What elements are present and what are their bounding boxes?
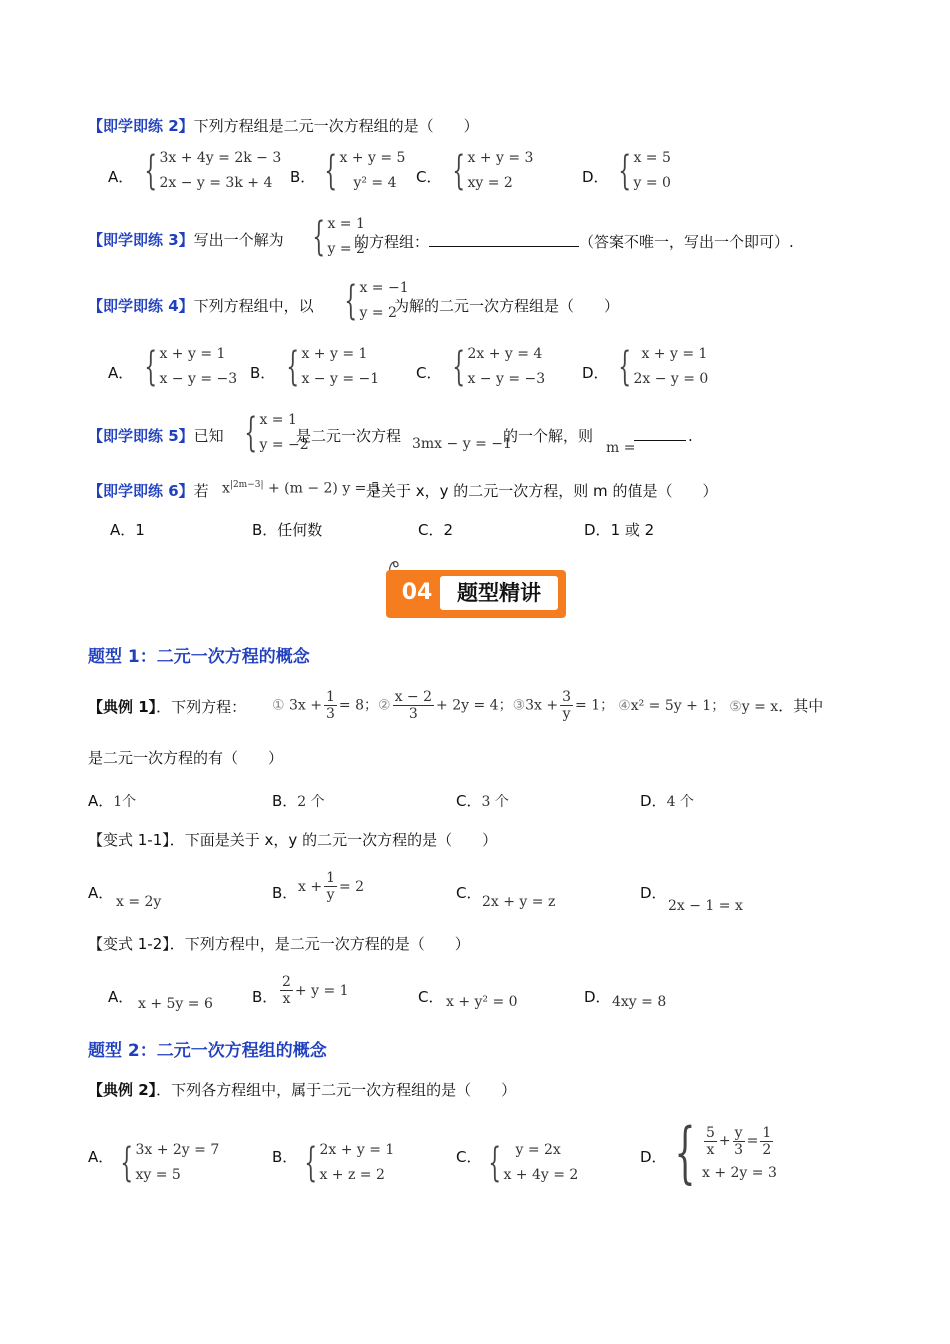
- equation-part: + 2y = 4: [436, 697, 499, 713]
- practice2-option-c-label[interactable]: C．: [416, 168, 442, 186]
- practice4-line: [88, 296, 314, 316]
- variant1-1-option-a-text: x = 2y: [116, 894, 162, 910]
- equation-row: x + y = 1: [641, 346, 708, 362]
- practice5-var: m =: [606, 440, 636, 456]
- circled-number: ⑤: [729, 698, 742, 715]
- equation-item: [513, 689, 615, 722]
- option-label: D．: [584, 521, 611, 539]
- example1-line2: 是二元一次方程的有（ ）: [88, 749, 284, 767]
- practice4-option-b-label[interactable]: B．: [250, 364, 276, 382]
- option-text: 2 个: [297, 794, 325, 810]
- fraction: [324, 870, 337, 903]
- practice6-option-a[interactable]: [110, 519, 145, 540]
- practice6-pre: 若: [193, 482, 209, 500]
- equation-part: = 1: [575, 697, 601, 713]
- equation-part: + y = 1: [294, 982, 349, 999]
- example1-option-a[interactable]: [88, 790, 136, 811]
- practice2-option-b-label[interactable]: B．: [290, 168, 316, 186]
- answer-blank[interactable]: [429, 230, 579, 247]
- example2-question: ．下列各方程组中，属于二元一次方程组的是（ ）: [156, 1081, 517, 1099]
- equation-row: x = −1: [359, 280, 409, 296]
- equation-part: y = x: [741, 698, 779, 715]
- equation-row: x = 1: [259, 412, 297, 428]
- practice4-option-d-system: [612, 342, 708, 392]
- practice2-option-d-system: [612, 146, 671, 196]
- variant1-2-question: ．下列方程中，是二元一次方程的是（ ）: [169, 935, 470, 953]
- circled-number: ③: [512, 697, 526, 713]
- separator: ；: [711, 698, 726, 714]
- example2-tag: 【典例 2】: [88, 1081, 157, 1099]
- option-text: 1 或 2: [610, 521, 655, 539]
- left-brace-icon: {: [618, 148, 632, 194]
- denominator: x: [706, 1141, 715, 1158]
- practice5-end: .: [688, 427, 693, 445]
- option-text: 3 个: [481, 794, 509, 810]
- example2-option-d-label[interactable]: D．: [640, 1148, 667, 1166]
- separator: ．其中: [778, 696, 824, 715]
- system-rows: [702, 1121, 777, 1185]
- equation-row: y = −2: [259, 437, 309, 453]
- practice6-tag: 【即学即练 6】: [88, 482, 194, 500]
- variant1-2-option-c-text: x + y² = 0: [446, 994, 518, 1010]
- left-brace-icon: {: [304, 1140, 318, 1186]
- circled-number: ①: [272, 697, 285, 713]
- option-text: 1个: [113, 794, 137, 810]
- numerator: 2: [282, 974, 291, 990]
- practice3-mid: 的方程组：: [354, 233, 430, 251]
- variant1-1-tag: 【变式 1-1】: [88, 831, 170, 849]
- option-label: B．: [252, 521, 278, 539]
- equation-row: x + 4y = 2: [503, 1167, 579, 1183]
- option-label: C．: [418, 521, 444, 539]
- variant1-1-option-b-label[interactable]: B．: [272, 884, 298, 902]
- practice3-tag: 【即学即练 3】: [88, 231, 194, 249]
- practice6-post: 是关于 x，y 的二元一次方程，则 m 的值是（ ）: [366, 482, 718, 500]
- example1-tag: 【典例 1】: [88, 698, 157, 716]
- equation-part: x² = 5y + 1: [630, 698, 712, 714]
- practice5-tag: 【即学即练 5】: [88, 427, 194, 445]
- fraction: [324, 689, 337, 722]
- variant1-2-option-d-label[interactable]: D．: [584, 988, 611, 1006]
- fraction: [760, 1125, 773, 1158]
- numerator: 3: [562, 688, 572, 705]
- numerator: y: [734, 1124, 743, 1141]
- denominator: 2: [762, 1141, 772, 1158]
- variant1-1-option-d-text: 2x − 1 = x: [668, 898, 743, 914]
- example2-option-a-system: [114, 1138, 219, 1188]
- practice3-post: （答案不唯一，写出一个即可）.: [579, 233, 794, 251]
- equation-item: [729, 695, 823, 716]
- circled-number: ②: [378, 697, 391, 713]
- variant1-1-question: ．下面是关于 x，y 的二元一次方程的是（ ）: [169, 831, 498, 849]
- equation-row: y = 2: [327, 241, 365, 257]
- variant1-2-option-a-label[interactable]: A．: [108, 988, 134, 1006]
- separator: ；: [498, 697, 513, 713]
- example2-option-a-label[interactable]: A．: [88, 1148, 114, 1166]
- option-label: A．: [110, 521, 136, 539]
- left-brace-icon: {: [120, 1140, 134, 1186]
- equation-row: x + z = 2: [319, 1167, 385, 1183]
- equation-row: 2x − y = 3k + 4: [159, 175, 273, 191]
- equation-part: 3x +: [289, 697, 322, 713]
- equation-row: x + y = 1: [159, 346, 226, 362]
- example1-tag-line: [88, 697, 246, 717]
- example1-option-c[interactable]: [456, 790, 509, 811]
- practice4-option-c-system: [446, 342, 545, 392]
- variant1-2-option-d-text: 4xy = 8: [612, 994, 667, 1010]
- equation-rest: + (m − 2) y = 5: [267, 480, 380, 497]
- example2-option-b-system: [298, 1138, 394, 1188]
- practice5-post: 的一个解，则: [503, 427, 594, 445]
- practice3-line: [88, 230, 284, 250]
- practice5-mid: 是二元一次方程: [296, 427, 402, 445]
- equation-part: x +: [298, 878, 323, 895]
- banner-label: 题型精讲: [440, 576, 558, 610]
- equation-row: x + y = 1: [301, 346, 368, 362]
- numerator: 1: [326, 688, 335, 705]
- practice2-option-d-label[interactable]: D．: [582, 168, 609, 186]
- left-brace-icon: {: [312, 214, 326, 260]
- separator: ；: [600, 697, 615, 713]
- option-label: C．: [456, 792, 482, 810]
- practice3-tail: [354, 230, 794, 252]
- answer-blank[interactable]: [634, 424, 686, 441]
- equation-row: 2x + y = 4: [467, 346, 543, 362]
- variant1-1-option-c-label[interactable]: C．: [456, 884, 482, 902]
- practice6-line: [88, 481, 209, 501]
- circled-number: ④: [618, 698, 631, 714]
- denominator: y: [326, 887, 335, 903]
- numerator: 1: [326, 870, 335, 886]
- variant1-1-option-c-text: 2x + y = z: [482, 894, 556, 910]
- fraction: [704, 1125, 717, 1158]
- equation-row: [702, 1121, 777, 1161]
- practice2-option-a-label[interactable]: A．: [108, 168, 134, 186]
- option-text: 1: [135, 521, 145, 539]
- example1-equations: [272, 684, 823, 726]
- variant1-1-option-a-label[interactable]: A．: [88, 884, 114, 902]
- variant1-1-option-d-label[interactable]: D．: [640, 884, 667, 902]
- practice2-tag: 【即学即练 2】: [88, 117, 194, 135]
- option-label: A．: [88, 792, 114, 810]
- variant1-1-line: [88, 830, 497, 850]
- option-label: B．: [272, 792, 298, 810]
- equation-row: y² = 4: [353, 175, 397, 191]
- variant1-2-option-b-label[interactable]: B．: [252, 988, 278, 1006]
- equation-row: x = 5: [633, 150, 671, 166]
- practice4-pre: 下列方程组中，以: [193, 297, 314, 315]
- left-brace-icon: {: [674, 1114, 696, 1191]
- left-brace-icon: {: [488, 1140, 502, 1186]
- operator: +: [718, 1133, 731, 1149]
- practice4-option-a-system: [138, 342, 237, 392]
- numerator: x − 2: [394, 688, 433, 705]
- section-banner: [386, 568, 568, 620]
- equation-part: = 2: [339, 878, 365, 895]
- denominator: 3: [408, 705, 418, 722]
- practice6-equation: [222, 480, 380, 497]
- equation-row: 2x − y = 0: [633, 371, 709, 387]
- fraction: [393, 689, 434, 722]
- fraction: [560, 689, 573, 722]
- equation-row: x + y = 3: [467, 150, 534, 166]
- equation-row: x − y = −3: [467, 371, 546, 387]
- separator: ；: [364, 697, 379, 713]
- example2-option-c-system: [482, 1138, 578, 1188]
- equation-exponent: |2m−3|: [229, 480, 264, 490]
- practice6-option-c[interactable]: [418, 519, 453, 540]
- practice4-option-a-label[interactable]: A．: [108, 364, 134, 382]
- left-brace-icon: {: [452, 148, 466, 194]
- equation-row: x = 1: [327, 216, 365, 232]
- equation-part: = 8: [338, 697, 365, 713]
- left-brace-icon: {: [452, 344, 466, 390]
- variant1-1-option-b-text: [298, 870, 364, 903]
- example2-option-d-system: [664, 1114, 777, 1191]
- practice2-question-line: [88, 116, 479, 136]
- equation-row: x − y = −1: [301, 371, 380, 387]
- practice4-option-c-label[interactable]: C．: [416, 364, 442, 382]
- variant1-2-option-a-text: x + 5y = 6: [138, 996, 213, 1012]
- practice2-option-c-system: [446, 146, 533, 196]
- equation-row: xy = 2: [467, 175, 513, 191]
- equation-row: y = 0: [633, 175, 671, 191]
- practice6-option-d[interactable]: [584, 519, 654, 540]
- equation-part: 3x +: [525, 697, 559, 713]
- equation-item: [618, 695, 725, 715]
- numerator: 1: [762, 1124, 772, 1141]
- practice5-pre: 已知: [193, 427, 224, 445]
- type2-heading: 题型 2：二元一次方程组的概念: [88, 1041, 327, 1061]
- variant1-2-option-c-label[interactable]: C．: [418, 988, 444, 1006]
- equation-row: x + y = 5: [339, 150, 406, 166]
- fraction: [733, 1125, 745, 1158]
- example1-option-b[interactable]: [272, 790, 325, 811]
- example1-pre: ．下列方程：: [156, 698, 247, 716]
- option-text: 4 个: [666, 794, 694, 810]
- left-brace-icon: {: [324, 148, 338, 194]
- equation-row: xy = 5: [135, 1167, 181, 1183]
- example2-line: [88, 1080, 516, 1100]
- variant1-2-tag: 【变式 1-2】: [88, 935, 170, 953]
- variant1-2-line: [88, 934, 470, 954]
- equation-base: x: [222, 480, 230, 497]
- example2-option-c-label[interactable]: C．: [456, 1148, 482, 1166]
- equation-row: x + 2y = 3: [702, 1165, 777, 1181]
- option-text: 任何数: [277, 521, 323, 539]
- practice4-tag: 【即学即练 4】: [88, 297, 194, 315]
- variant1-2-option-b-text: [278, 974, 349, 1007]
- example1-option-d[interactable]: [640, 790, 694, 811]
- equation-row: 3x + 2y = 7: [135, 1142, 220, 1158]
- left-brace-icon: {: [618, 344, 632, 390]
- practice6-option-b[interactable]: [252, 519, 322, 540]
- practice5-line: [88, 426, 224, 446]
- equation-item: [378, 689, 513, 722]
- left-brace-icon: {: [144, 344, 158, 390]
- left-brace-icon: {: [244, 410, 258, 456]
- practice3-pre: 写出一个解为: [193, 231, 284, 249]
- left-brace-icon: {: [144, 148, 158, 194]
- practice2-question: 下列方程组是二元一次方程组的是（ ）: [193, 117, 479, 135]
- practice4-option-b-system: [280, 342, 379, 392]
- option-label: D．: [640, 792, 667, 810]
- option-text: 2: [443, 521, 454, 539]
- practice2-option-b-system: [318, 146, 405, 196]
- banner-number: 04: [394, 578, 440, 608]
- denominator: 3: [326, 705, 335, 722]
- denominator: 3: [734, 1141, 744, 1158]
- equation-row: y = 2x: [515, 1142, 561, 1158]
- type1-heading: 题型 1：二元一次方程的概念: [88, 647, 310, 667]
- practice4-post: 为解的二元一次方程组是（ ）: [394, 297, 620, 315]
- left-brace-icon: {: [286, 344, 300, 390]
- numerator: 5: [706, 1124, 715, 1141]
- denominator: x: [282, 991, 291, 1007]
- equation-item: [272, 689, 378, 722]
- denominator: y: [562, 705, 571, 722]
- equation-row: 2x + y = 1: [319, 1142, 395, 1158]
- equation-row: 3x + 4y = 2k − 3: [159, 150, 282, 166]
- practice5-equation: 3mx − y = −1: [412, 436, 512, 452]
- operator: =: [746, 1133, 759, 1149]
- practice2-option-a-system: [138, 146, 281, 196]
- equation-row: y = 2: [359, 305, 397, 321]
- example2-option-b-label[interactable]: B．: [272, 1148, 298, 1166]
- practice4-option-d-label[interactable]: D．: [582, 364, 609, 382]
- fraction: [280, 974, 293, 1007]
- left-brace-icon: {: [344, 278, 358, 324]
- equation-row: x − y = −3: [159, 371, 238, 387]
